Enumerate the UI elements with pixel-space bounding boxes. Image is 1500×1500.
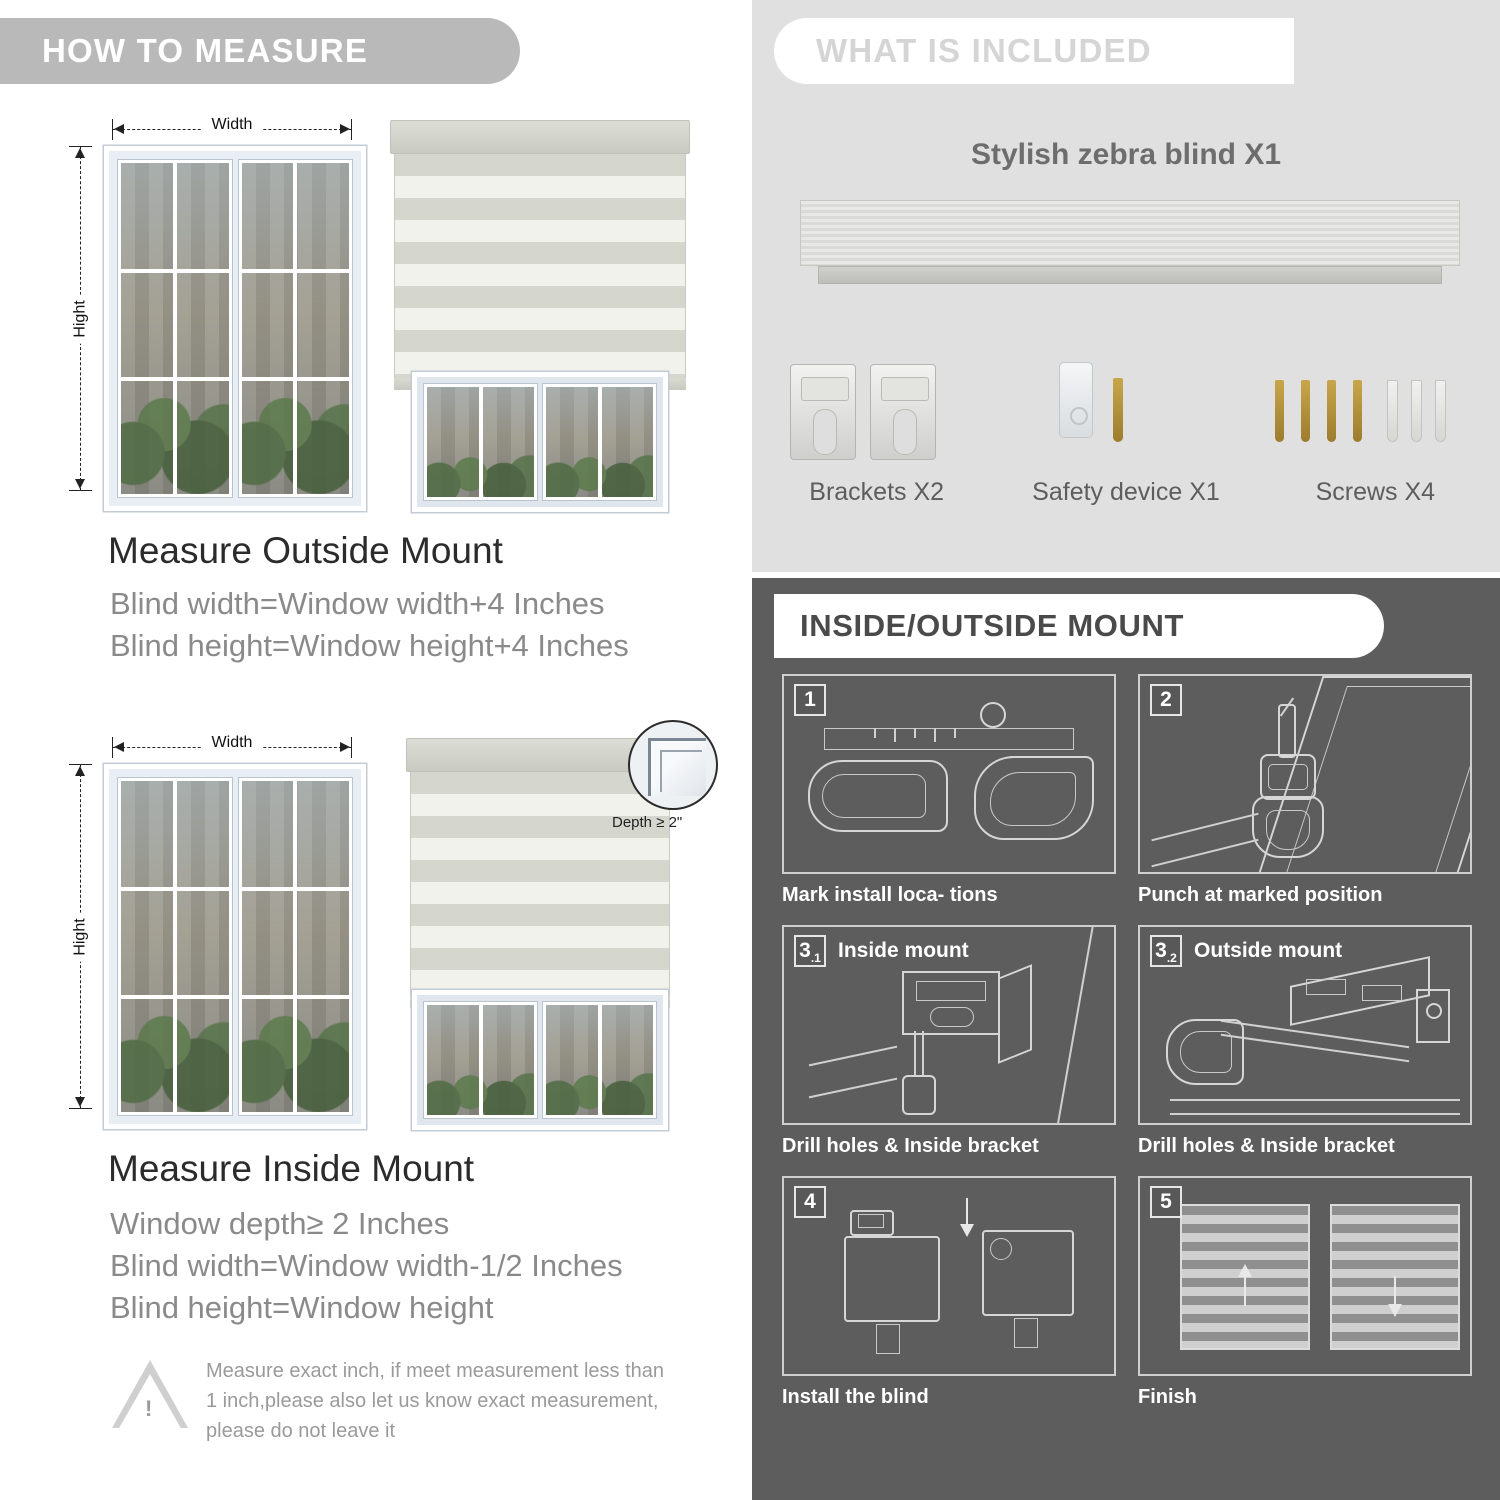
wall-anchor-icon [1387,380,1398,442]
installation-steps [782,674,1472,1409]
blind-fabric [410,772,670,1002]
screw-icon [1113,378,1123,442]
window-below-blind [412,372,668,512]
step-3-2-label: Outside mount [1194,939,1343,962]
outside-mount-rule-2: Blind height=Window height+4 Inches [110,628,629,663]
step-3-1-caption: Drill holes & Inside bracket [782,1135,1039,1157]
outside-mount-rule-1: Blind width=Window width+4 Inches [110,586,605,621]
step-4-number: 4 [794,1186,826,1218]
bare-window-illustration [104,146,366,511]
inside-mount-diagram [60,728,720,1128]
inside-mount-title: Measure Inside Mount [108,1148,475,1189]
outside-height-label: Hight [72,294,90,343]
step-2 [1138,674,1472,907]
window-below-blind [412,990,668,1130]
zebra-blind-headrail-image [800,200,1460,290]
hand-measure-icon [784,676,1114,872]
step-3-2 [1138,925,1472,1158]
step-3-2-number: 3 .2 [1150,935,1182,967]
screw-icon [1275,380,1284,442]
inside-outside-mount-title: INSIDE/OUTSIDE MOUNT [800,608,1185,643]
window-pane-right [239,778,353,1115]
outside-mounted-blind-illustration [390,120,690,512]
what-is-included-section [752,0,1500,572]
safety-device-label: Safety device X1 [1032,478,1220,506]
step-3-1 [782,925,1116,1158]
screw-icon [1353,380,1362,442]
step-5-number: 5 [1150,1186,1182,1218]
window-pane-left [424,1002,537,1118]
measure-warning-text: Measure exact inch, if meet measurement less than 1 inch,please also let us know exact measurement, please do not leave it [206,1360,664,1442]
step-5-caption: Finish [1138,1386,1197,1408]
drill-icon [1140,676,1470,872]
bare-window-illustration [104,764,366,1129]
inside-height-label: Hight [72,912,90,961]
wall-anchor-icon [1411,380,1422,442]
step-2-caption: Punch at marked position [1138,884,1383,906]
step-4-caption: Install the blind [782,1386,929,1408]
wall-anchor-icon [1435,380,1446,442]
step-3-2-caption: Drill holes & Inside bracket [1138,1135,1395,1157]
depth-note: Depth ≥ 2" [612,814,683,831]
inside-mount-rule-1: Window depth≥ 2 Inches [110,1206,450,1241]
inside-width-label: Width [203,734,262,752]
finished-blind-icon [1140,1178,1470,1374]
step-2-number: 2 [1150,684,1182,716]
step-3-1-label: Inside mount [838,939,969,962]
how-to-measure-section [0,0,742,1500]
bracket-icon [790,364,856,460]
outside-width-dimension [112,118,352,140]
how-to-measure-title: HOW TO MEASURE [42,32,369,69]
step-3-1-number: 3 .1 [794,935,826,967]
included-parts-row [752,350,1500,550]
brackets-label: Brackets X2 [809,478,945,506]
depth-magnifier-icon [628,720,718,810]
included-part-safety-device [1001,350,1250,550]
inside-width-dimension [112,736,352,758]
outside-width-label: Width [203,116,262,134]
step-1-number: 1 [794,684,826,716]
window-pane-right [543,1002,656,1118]
screw-icon [1327,380,1336,442]
screw-icon [1301,380,1310,442]
inside-height-dimension [68,764,92,1109]
blind-fabric [394,154,686,384]
measure-warning: ! Measure exact inch, if meet measurement less than 1 inch,please also let us know exact measurement, please do not leave it [112,1352,672,1462]
outside-height-dimension [68,146,92,491]
install-blind-icon [784,1178,1114,1374]
window-pane-right [239,160,353,497]
step-1-caption: Mark install loca- tions [782,884,998,906]
outside-mount-title: Measure Outside Mount [108,530,503,571]
inside-mount-rule-2: Blind width=Window width-1/2 Inches [110,1248,623,1283]
blind-valance [390,120,690,154]
step-1 [782,674,1116,907]
inside-mount-rule-3: Blind height=Window height [110,1290,494,1325]
step-4 [782,1176,1116,1409]
inside-mounted-blind-illustration [390,738,690,1130]
bracket-icon [870,364,936,460]
safety-device-icon [1059,362,1093,438]
screws-label: Screws X4 [1315,478,1436,506]
window-pane-right [543,384,656,500]
what-is-included-badge [774,18,1294,84]
included-part-brackets [752,350,1001,550]
step-5 [1138,1176,1472,1409]
included-part-screws [1251,350,1500,550]
window-pane-left [424,384,537,500]
inside-outside-mount-section [752,578,1500,1500]
what-is-included-title: WHAT IS INCLUDED [816,32,1152,69]
inside-outside-mount-badge [774,594,1384,658]
window-pane-left [118,778,232,1115]
outside-mount-diagram [60,110,720,510]
window-pane-left [118,160,232,497]
included-main-item-label: Stylish zebra blind X1 [970,138,1282,171]
how-to-measure-badge [0,18,520,84]
